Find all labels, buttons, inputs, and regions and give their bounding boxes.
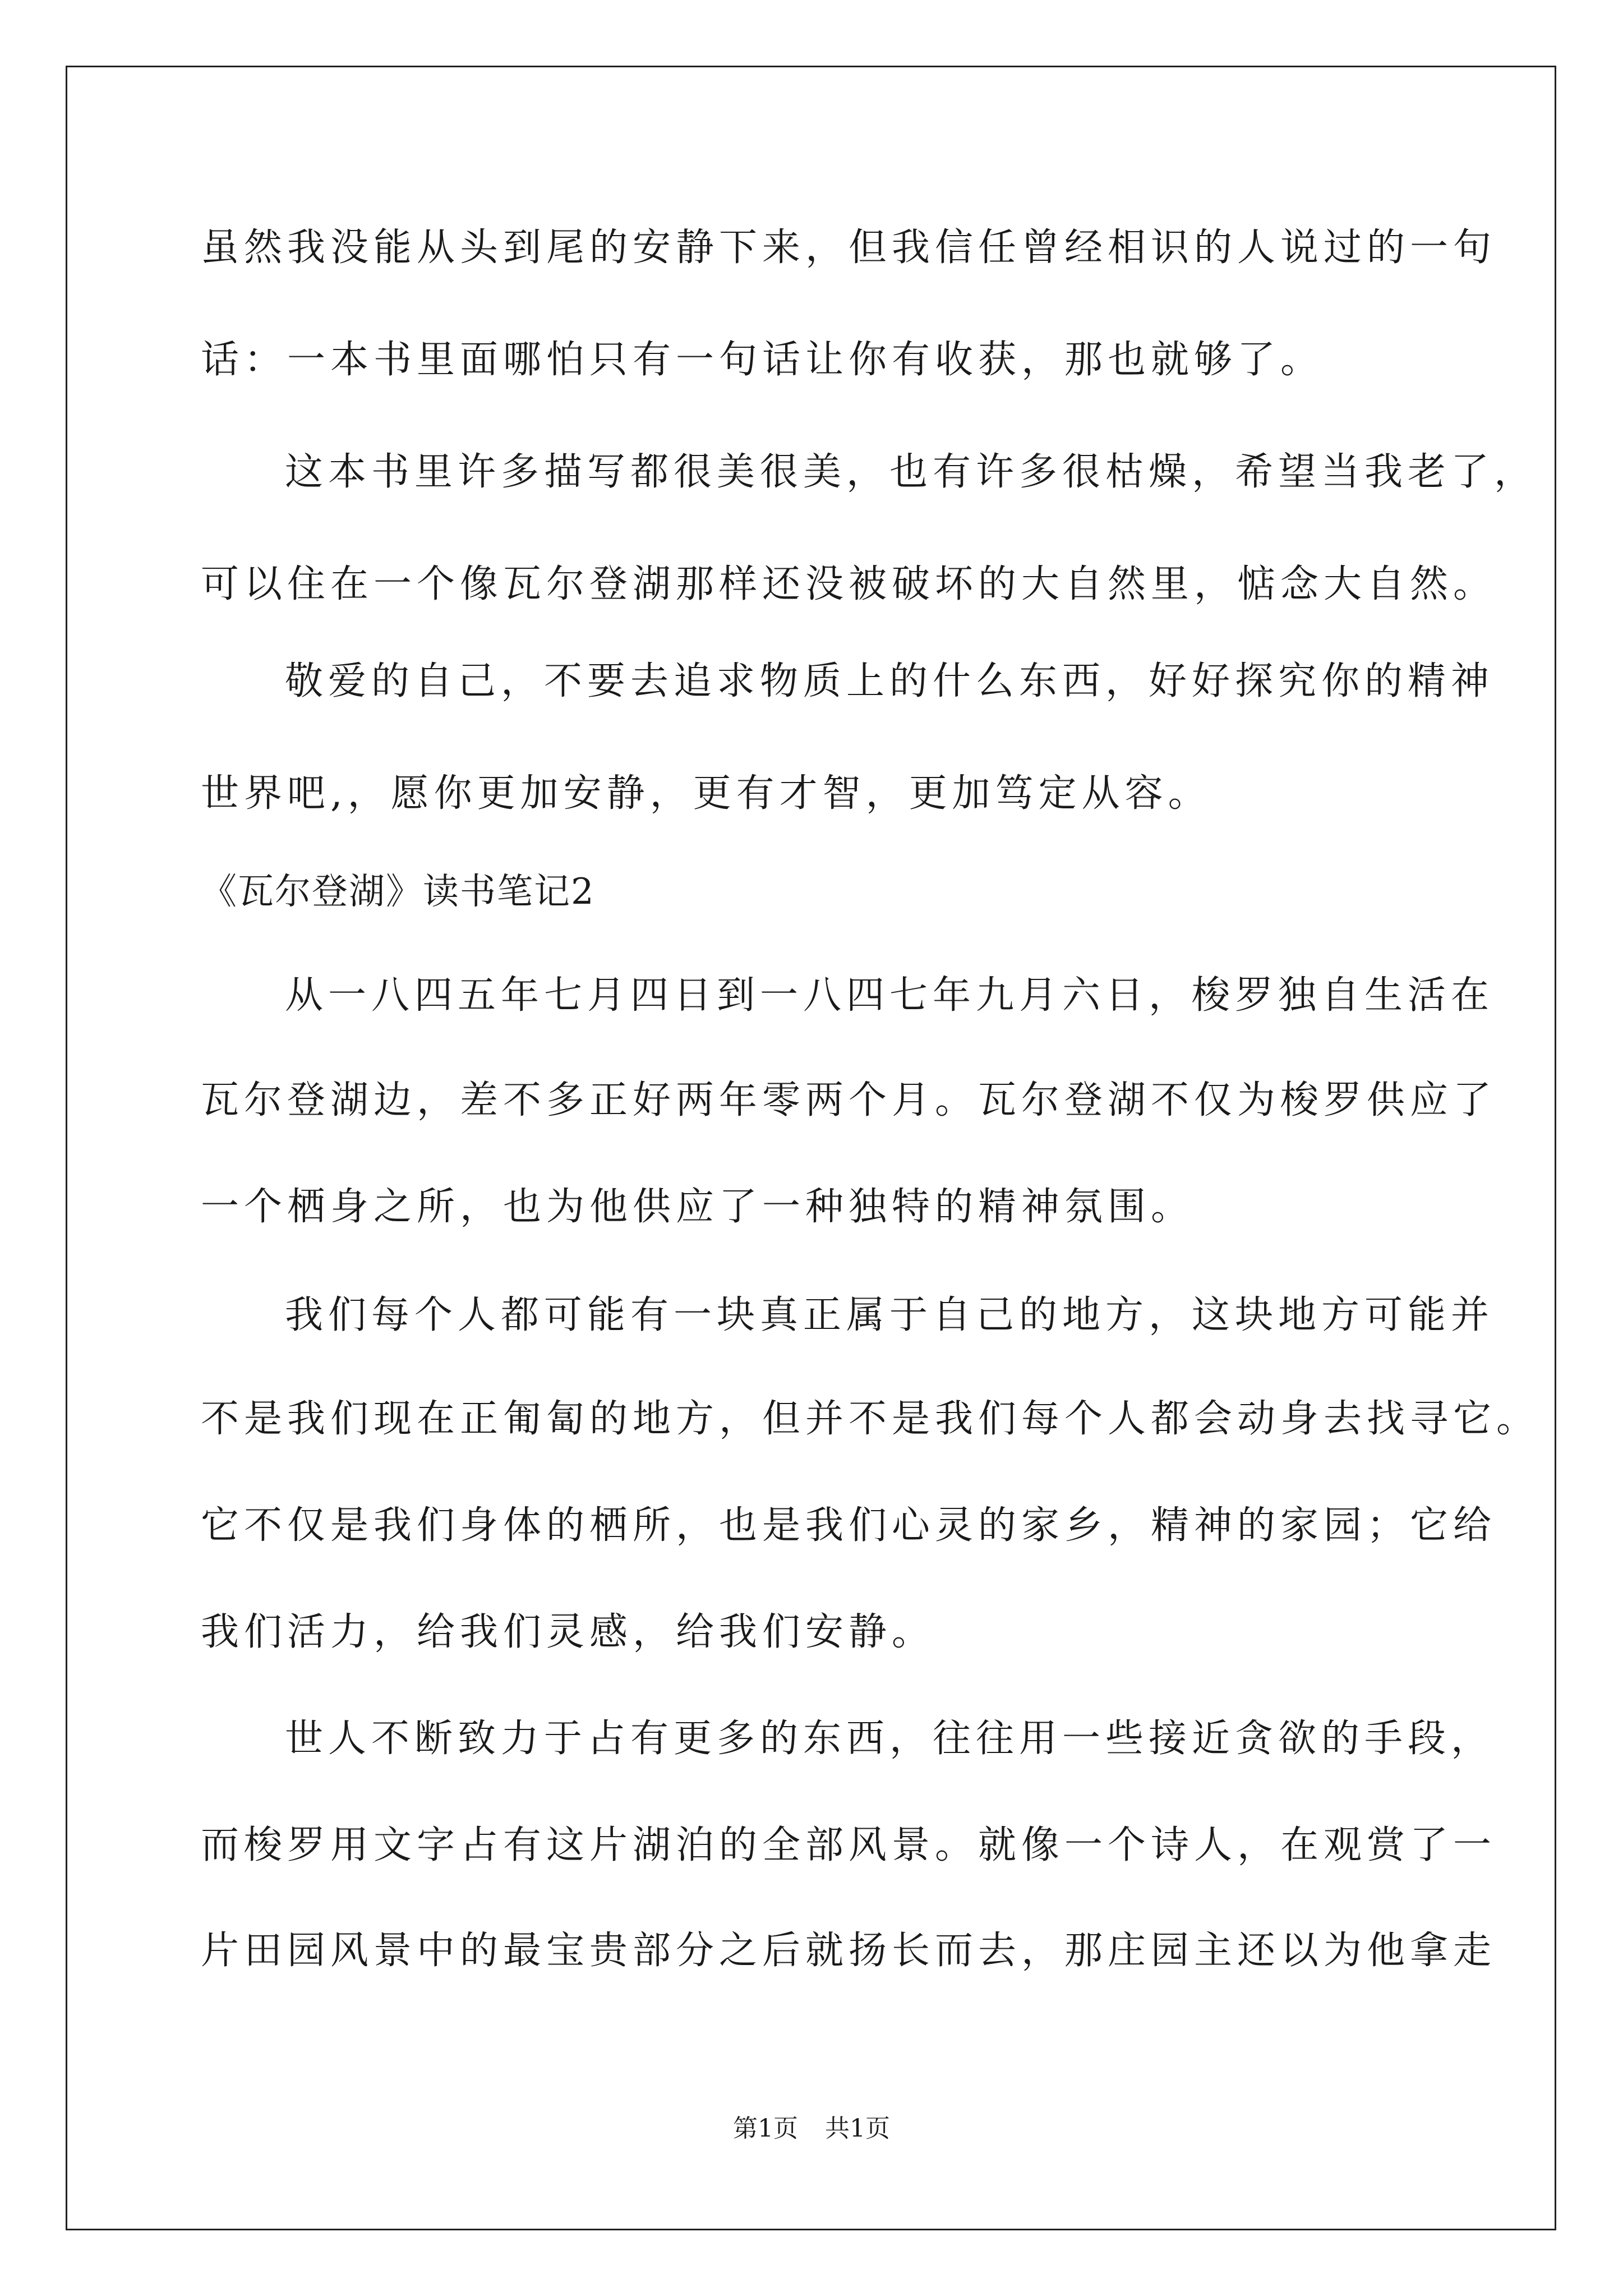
page-footer <box>0 2112 1623 2146</box>
text-line: 话：一本书里面哪怕只有一句话让你有收获，那也就够了。 <box>201 338 1324 382</box>
page-border <box>66 66 1556 2230</box>
text-line: 一个栖身之所，也为他供应了一种独特的精神氛围。 <box>201 1185 1195 1229</box>
page-total: 共1页 <box>825 2114 890 2143</box>
section-heading: 《瓦尔登湖》读书笔记2 <box>201 871 595 913</box>
text-line: 瓦尔登湖边，差不多正好两年零两个月。瓦尔登湖不仅为梭罗供应了 <box>201 1078 1497 1122</box>
text-line: 它不仅是我们身体的栖所，也是我们心灵的家乡，精神的家园；它给 <box>201 1503 1497 1548</box>
text-line: 我们活力，给我们灵感，给我们安静。 <box>201 1610 935 1654</box>
page-number: 第1页 <box>733 2114 798 2143</box>
text-line: 我们每个人都可能有一块真正属于自己的地方，这块地方可能并 <box>285 1293 1495 1337</box>
text-line: 这本书里许多描写都很美很美，也有许多很枯燥，希望当我老了， <box>285 450 1538 494</box>
text-line: 从一八四五年七月四日到一八四七年九月六日，梭罗独自生活在 <box>285 973 1495 1018</box>
text-line: 可以住在一个像瓦尔登湖那样还没被破坏的大自然里，惦念大自然。 <box>201 562 1497 606</box>
text-line: 世人不断致力于占有更多的东西，往往用一些接近贪欲的手段， <box>285 1717 1495 1761</box>
text-line: 不是我们现在正匍匐的地方，但并不是我们每个人都会动身去找寻它。 <box>201 1397 1540 1441</box>
text-line: 虽然我没能从头到尾的安静下来，但我信任曾经相识的人说过的一句 <box>201 226 1497 270</box>
text-line: 敬爱的自己，不要去追求物质上的什么东西，好好探究你的精神 <box>285 659 1495 703</box>
text-line: 而梭罗用文字占有这片湖泊的全部风景。就像一个诗人，在观赏了一 <box>201 1823 1497 1867</box>
text-line: 片田园风景中的最宝贵部分之后就扬长而去，那庄园主还以为他拿走 <box>201 1929 1497 1973</box>
text-line: 世界吧,，愿你更加安静，更有才智，更加笃定从容。 <box>201 771 1211 816</box>
